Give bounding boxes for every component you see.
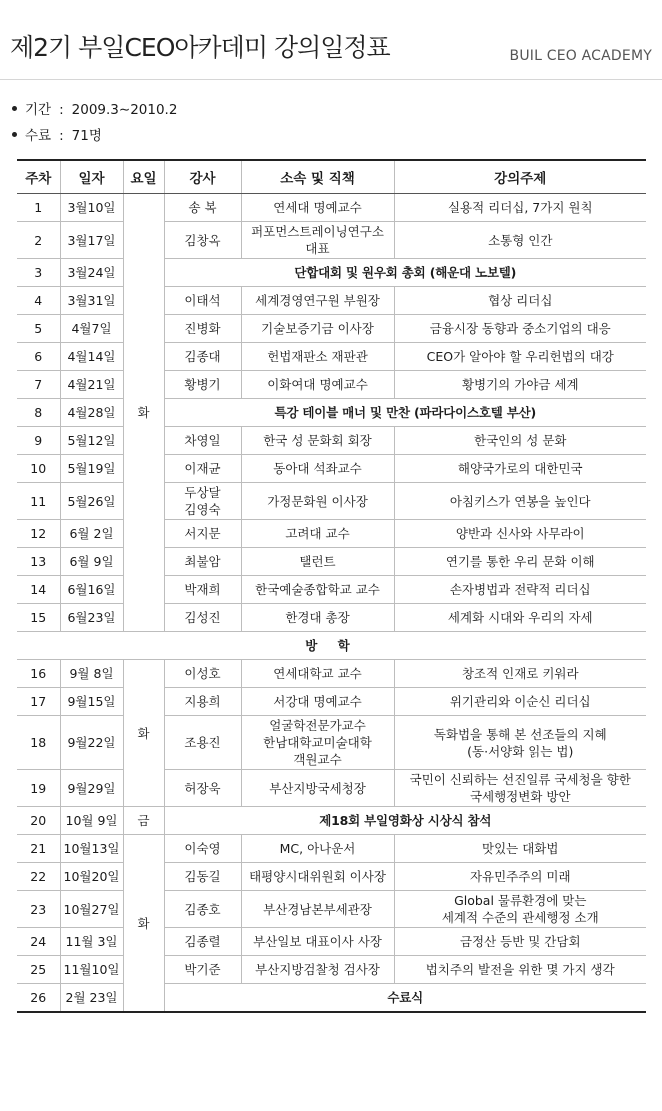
week-cell: 14 <box>17 576 60 604</box>
table-row <box>17 455 646 483</box>
lecturer-cell: 서지문 <box>164 520 241 548</box>
lecturer-cell: 황병기 <box>164 371 241 399</box>
lecturer-cell: 이성호 <box>164 660 241 688</box>
week-cell: 7 <box>17 371 60 399</box>
affiliation-cell: 퍼포먼스트레이닝연구소 대표 <box>241 222 394 259</box>
week-cell: 17 <box>17 688 60 716</box>
lecturer-cell: 박재희 <box>164 576 241 604</box>
affiliation-cell: 탤런트 <box>241 548 394 576</box>
topic-cell: 창조적 인재로 키워라 <box>394 660 646 688</box>
separator: : <box>59 102 64 118</box>
date-cell: 3월10일 <box>60 194 123 222</box>
table-row <box>17 576 646 604</box>
page-title: 제2기 부일CEO아카데미 강의일정표 <box>10 33 390 62</box>
col-affiliation: 소속 및 직책 <box>241 160 394 194</box>
week-cell: 15 <box>17 604 60 632</box>
table-row <box>17 688 646 716</box>
lecturer-cell: 지용희 <box>164 688 241 716</box>
lecturer-cell: 김종호 <box>164 891 241 928</box>
col-lecturer: 강사 <box>164 160 241 194</box>
header-divider <box>0 79 662 80</box>
topic-cell: 금정산 등반 및 간담회 <box>394 928 646 956</box>
affiliation-cell: 헌법재판소 재판관 <box>241 343 394 371</box>
event-cell: 제18회 부일영화상 시상식 참석 <box>164 807 646 835</box>
lecturer-cell: 김동길 <box>164 863 241 891</box>
affiliation-cell: 태평양시대위원회 이사장 <box>241 863 394 891</box>
day-cell: 금 <box>123 807 164 835</box>
schedule-body <box>17 194 646 1013</box>
topic-cell: 해양국가로의 대한민국 <box>394 455 646 483</box>
week-cell: 2 <box>17 222 60 259</box>
topic-cell: 맛있는 대화법 <box>394 835 646 863</box>
table-row <box>17 520 646 548</box>
table-row <box>17 548 646 576</box>
completion-info <box>12 126 177 152</box>
week-cell: 22 <box>17 863 60 891</box>
topic-cell: 한국인의 성 문화 <box>394 427 646 455</box>
week-cell: 16 <box>17 660 60 688</box>
week-cell: 4 <box>17 287 60 315</box>
week-cell: 23 <box>17 891 60 928</box>
week-cell: 24 <box>17 928 60 956</box>
table-row <box>17 956 646 984</box>
table-row <box>17 928 646 956</box>
event-cell: 단합대회 및 원우회 총회 (해운대 노보텔) <box>164 259 646 287</box>
event-cell: 특강 테이블 매너 및 만찬 (파라다이스호텔 부산) <box>164 399 646 427</box>
lecturer-cell: 최불암 <box>164 548 241 576</box>
date-cell: 9월22일 <box>60 716 123 770</box>
week-cell: 18 <box>17 716 60 770</box>
affiliation-cell: 가정문화원 이사장 <box>241 483 394 520</box>
lecturer-cell: 송 복 <box>164 194 241 222</box>
week-cell: 20 <box>17 807 60 835</box>
affiliation-cell: 부산지방국세청장 <box>241 770 394 807</box>
affiliation-cell: 연세대 명예교수 <box>241 194 394 222</box>
affiliation-cell: 기술보증기금 이사장 <box>241 315 394 343</box>
col-topic: 강의주제 <box>394 160 646 194</box>
date-cell: 6월16일 <box>60 576 123 604</box>
topic-cell: 실용적 리더십, 7가지 원칙 <box>394 194 646 222</box>
week-cell: 10 <box>17 455 60 483</box>
date-cell: 10월20일 <box>60 863 123 891</box>
week-cell: 26 <box>17 984 60 1013</box>
completion-label: 수료 <box>25 128 52 144</box>
table-row <box>17 984 646 1013</box>
affiliation-cell: 부산일보 대표이사 사장 <box>241 928 394 956</box>
col-day: 요일 <box>123 160 164 194</box>
lecturer-cell: 이태석 <box>164 287 241 315</box>
table-row <box>17 315 646 343</box>
affiliation-cell: 세계경영연구원 부원장 <box>241 287 394 315</box>
topic-cell: 협상 리더십 <box>394 287 646 315</box>
day-cell: 화 <box>123 835 164 1013</box>
lecturer-cell: 진병화 <box>164 315 241 343</box>
affiliation-cell: 연세대학교 교수 <box>241 660 394 688</box>
affiliation-cell: 한국예술종합학교 교수 <box>241 576 394 604</box>
bullet-icon <box>12 106 17 111</box>
date-cell: 6월 9일 <box>60 548 123 576</box>
date-cell: 4월28일 <box>60 399 123 427</box>
table-row <box>17 222 646 259</box>
table-header-row <box>17 160 646 194</box>
date-cell: 9월15일 <box>60 688 123 716</box>
date-cell: 11월10일 <box>60 956 123 984</box>
topic-cell: 손자병법과 전략적 리더십 <box>394 576 646 604</box>
bullet-icon <box>12 132 17 137</box>
topic-cell: CEO가 알아야 할 우리헌법의 대강 <box>394 343 646 371</box>
date-cell: 11월 3일 <box>60 928 123 956</box>
table-row <box>17 835 646 863</box>
week-cell: 21 <box>17 835 60 863</box>
lecturer-cell: 두상달 김영숙 <box>164 483 241 520</box>
week-cell: 6 <box>17 343 60 371</box>
program-info <box>12 100 177 152</box>
page-header <box>0 0 662 80</box>
table-row <box>17 604 646 632</box>
affiliation-cell: 서강대 명예교수 <box>241 688 394 716</box>
date-cell: 9월 8일 <box>60 660 123 688</box>
date-cell: 4월7일 <box>60 315 123 343</box>
schedule-table <box>17 159 646 1013</box>
week-cell: 19 <box>17 770 60 807</box>
date-cell: 10월13일 <box>60 835 123 863</box>
col-week: 주차 <box>17 160 60 194</box>
lecturer-cell: 차영일 <box>164 427 241 455</box>
topic-cell: 양반과 신사와 사무라이 <box>394 520 646 548</box>
lecturer-cell: 허장욱 <box>164 770 241 807</box>
affiliation-cell: 부산경남본부세관장 <box>241 891 394 928</box>
table-row <box>17 287 646 315</box>
affiliation-cell: 부산지방검찰청 검사장 <box>241 956 394 984</box>
topic-cell: 자유민주주의 미래 <box>394 863 646 891</box>
date-cell: 5월26일 <box>60 483 123 520</box>
table-row <box>17 863 646 891</box>
period-label: 기간 <box>25 102 52 118</box>
date-cell: 10월27일 <box>60 891 123 928</box>
table-row <box>17 807 646 835</box>
lecturer-cell: 박기준 <box>164 956 241 984</box>
date-cell: 3월17일 <box>60 222 123 259</box>
table-row <box>17 194 646 222</box>
topic-cell: 아침키스가 연봉을 높인다 <box>394 483 646 520</box>
date-cell: 5월12일 <box>60 427 123 455</box>
week-cell: 11 <box>17 483 60 520</box>
day-cell: 화 <box>123 194 164 632</box>
table-row <box>17 660 646 688</box>
academy-name: BUIL CEO ACADEMY <box>509 48 652 64</box>
affiliation-cell: 한경대 총장 <box>241 604 394 632</box>
topic-cell: 세계화 시대와 우리의 자세 <box>394 604 646 632</box>
affiliation-cell: 얼굴학전문가교수 한남대학교미술대학 객원교수 <box>241 716 394 770</box>
table-row <box>17 483 646 520</box>
date-cell: 3월24일 <box>60 259 123 287</box>
day-cell: 화 <box>123 660 164 807</box>
table-row <box>17 427 646 455</box>
week-cell: 12 <box>17 520 60 548</box>
topic-cell: 법치주의 발전을 위한 몇 가지 생각 <box>394 956 646 984</box>
date-cell: 4월21일 <box>60 371 123 399</box>
week-cell: 3 <box>17 259 60 287</box>
affiliation-cell: MC, 아나운서 <box>241 835 394 863</box>
affiliation-cell: 고려대 교수 <box>241 520 394 548</box>
date-cell: 5월19일 <box>60 455 123 483</box>
lecturer-cell: 김성진 <box>164 604 241 632</box>
period-value: 2009.3∼2010.2 <box>71 102 178 118</box>
table-row <box>17 371 646 399</box>
lecturer-cell: 김종대 <box>164 343 241 371</box>
table-row <box>17 716 646 770</box>
topic-cell: 연기를 통한 우리 문화 이해 <box>394 548 646 576</box>
break-row <box>17 632 646 660</box>
topic-cell: 황병기의 가야금 세계 <box>394 371 646 399</box>
topic-cell: 국민이 신뢰하는 선진일류 국세청을 향한 국세행정변화 방안 <box>394 770 646 807</box>
date-cell: 10월 9일 <box>60 807 123 835</box>
date-cell: 9월29일 <box>60 770 123 807</box>
topic-cell: Global 물류환경에 맞는 세계적 수준의 관세행정 소개 <box>394 891 646 928</box>
event-cell: 수료식 <box>164 984 646 1013</box>
lecturer-cell: 조용진 <box>164 716 241 770</box>
col-date: 일자 <box>60 160 123 194</box>
affiliation-cell: 동아대 석좌교수 <box>241 455 394 483</box>
topic-cell: 금융시장 동향과 중소기업의 대응 <box>394 315 646 343</box>
date-cell: 2월 23일 <box>60 984 123 1013</box>
break-cell: 방 학 <box>17 632 646 660</box>
table-row <box>17 399 646 427</box>
week-cell: 5 <box>17 315 60 343</box>
completion-value: 71명 <box>71 128 102 144</box>
table-row <box>17 770 646 807</box>
date-cell: 6월 2일 <box>60 520 123 548</box>
table-row <box>17 259 646 287</box>
period-info <box>12 100 177 126</box>
topic-cell: 독화법을 통해 본 선조들의 지혜 (동·서양화 읽는 법) <box>394 716 646 770</box>
week-cell: 25 <box>17 956 60 984</box>
lecturer-cell: 김창옥 <box>164 222 241 259</box>
topic-cell: 위기관리와 이순신 리더십 <box>394 688 646 716</box>
date-cell: 6월23일 <box>60 604 123 632</box>
week-cell: 9 <box>17 427 60 455</box>
week-cell: 1 <box>17 194 60 222</box>
table-row <box>17 891 646 928</box>
affiliation-cell: 이화여대 명예교수 <box>241 371 394 399</box>
affiliation-cell: 한국 성 문화회 회장 <box>241 427 394 455</box>
week-cell: 13 <box>17 548 60 576</box>
date-cell: 3월31일 <box>60 287 123 315</box>
lecturer-cell: 이재균 <box>164 455 241 483</box>
topic-cell: 소통형 인간 <box>394 222 646 259</box>
date-cell: 4월14일 <box>60 343 123 371</box>
week-cell: 8 <box>17 399 60 427</box>
lecturer-cell: 이숙영 <box>164 835 241 863</box>
separator: : <box>59 128 64 144</box>
table-row <box>17 343 646 371</box>
lecturer-cell: 김종렬 <box>164 928 241 956</box>
